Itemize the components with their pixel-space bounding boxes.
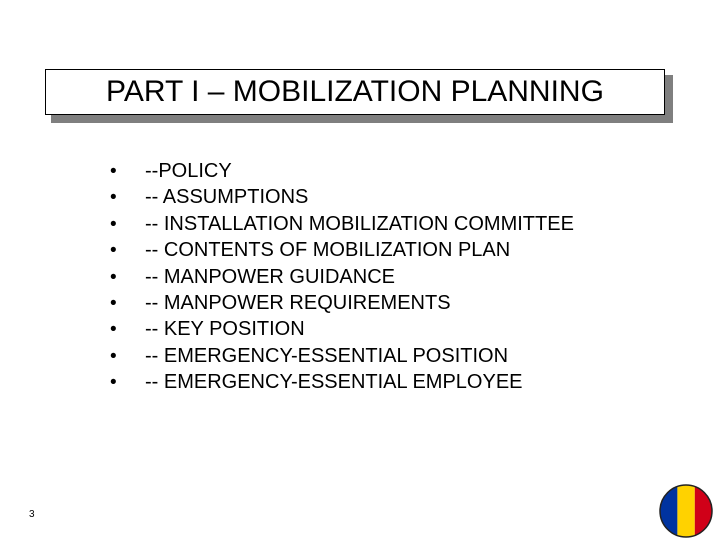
- bullet-icon: •: [110, 372, 117, 394]
- list-item: [110, 292, 574, 318]
- bullet-icon: •: [110, 213, 117, 235]
- list-item: [110, 213, 574, 239]
- slide-title: PART I – MOBILIZATION PLANNING: [106, 75, 604, 108]
- list-item-text: -- MANPOWER REQUIREMENTS: [145, 291, 451, 314]
- bullet-icon: •: [110, 345, 117, 367]
- bullet-icon: •: [110, 319, 117, 341]
- title-box: [45, 69, 665, 115]
- list-item-text: -- KEY POSITION: [145, 318, 305, 341]
- list-item-text: -- EMERGENCY-ESSENTIAL POSITION: [145, 344, 509, 367]
- list-item: [110, 266, 574, 292]
- bullet-icon: •: [110, 240, 117, 262]
- list-item-text: -- ASSUMPTIONS: [145, 186, 309, 209]
- bullet-list: [110, 160, 574, 398]
- list-item: [110, 160, 574, 186]
- bullet-icon: •: [110, 161, 117, 182]
- page-number: 3: [29, 509, 35, 520]
- list-item: [110, 186, 574, 212]
- bullet-icon: •: [110, 292, 117, 314]
- list-item-text: -- MANPOWER GUIDANCE: [145, 265, 395, 288]
- list-item-text: -- EMERGENCY-ESSENTIAL EMPLOYEE: [145, 371, 523, 394]
- list-item-text: --POLICY: [145, 160, 232, 182]
- bullet-icon: •: [110, 266, 117, 288]
- list-item: [110, 318, 574, 344]
- list-item: [110, 345, 574, 371]
- list-item: [110, 239, 574, 265]
- tricolor-flag-icon: [657, 482, 715, 540]
- list-item-text: -- INSTALLATION MOBILIZATION COMMITTEE: [145, 212, 574, 235]
- list-item-text: -- CONTENTS OF MOBILIZATION PLAN: [145, 239, 511, 262]
- list-item: [110, 371, 574, 397]
- bullet-icon: •: [110, 187, 117, 209]
